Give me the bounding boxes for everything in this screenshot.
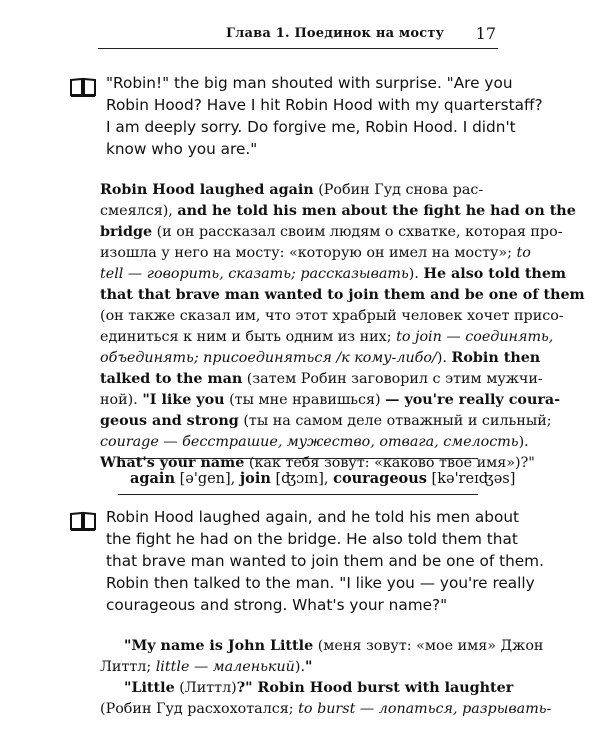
text-line: Robin Hood laughed again (Робин Гуд снова рас- [100,182,484,198]
text-line: Robin then talked to the man. "I like you — you're really [106,574,535,592]
text-line: geous and strong (ты на самом деле отважный и сильный; [100,413,552,429]
divider [118,458,478,459]
page-number: 17 [475,24,496,43]
text-line: (Робин Гуд расхохотался; to burst — лопаться, разрывать- [100,701,552,717]
book-icon [70,511,96,531]
divider [118,494,478,495]
chapter-title: Глава 1. Поединок на мосту [226,26,445,41]
text-line: that that brave man wanted to join them and be one of them [100,287,585,303]
text-line: the fight he had on the bridge. He also told them that [106,530,518,548]
paragraph-annotated [100,180,585,474]
text-line: I am deeply sorry. Do forgive me, Robin Hood. I didn't [106,118,516,136]
text-line: Литтл; little — маленький)." [100,659,313,675]
text-line: "My name is John Little (меня зовут: «мое имя» Джон [124,638,544,654]
text-line: объединять; присоединяться /к кому-либо/). Robin then [100,350,541,366]
book-icon [70,77,96,97]
text-line: смеялся), and he told his men about the fight he had on the [100,203,576,219]
text-line: tell — говорить, сказать; рассказывать). He also told them [100,266,567,282]
paragraph-english-2 [106,506,544,616]
transcription-line: again [ə'gen], join [ʤɔɪn], courageous [kə'reɪʤəs] [130,470,516,487]
text-line: bridge (и он рассказал своим людям о схватке, которая про- [100,224,563,240]
running-header [98,22,498,49]
text-line: courageous and strong. What's your name?" [106,596,448,614]
paragraph-english-1 [106,72,543,160]
text-line: Robin Hood laughed again, and he told his men about [106,508,520,526]
paragraph-annotated-2 [100,636,551,720]
text-line: that brave man wanted to join them and be one of them. [106,552,544,570]
text-line: Robin Hood? Have I hit Robin Hood with my quarterstaff? [106,96,543,114]
text-line: (он также сказал им, что этот храбрый человек хочет присо- [100,308,564,324]
text-line: "Robin!" the big man shouted with surprise. "Are you [106,74,513,92]
text-line: courage — бесстрашие, мужество, отвага, смелость). [100,434,529,450]
text-line: know who you are." [106,140,258,158]
text-line: talked to the man (затем Робин заговорил с этим мужчи- [100,371,543,387]
text-line: изошла у него на мосту: «которую он имел на мосту»; to [100,245,531,261]
text-line: единиться к ним и быть одним из них; to join — соединять, [100,329,554,345]
text-line: ной). "I like you (ты мне нравишься) — you're really coura- [100,392,561,408]
text-line: "Little (Литтл)?" Robin Hood burst with laughter [124,680,514,696]
text-line: What's your name (как тебя зовут: «каково твое имя»)?" [100,455,535,471]
